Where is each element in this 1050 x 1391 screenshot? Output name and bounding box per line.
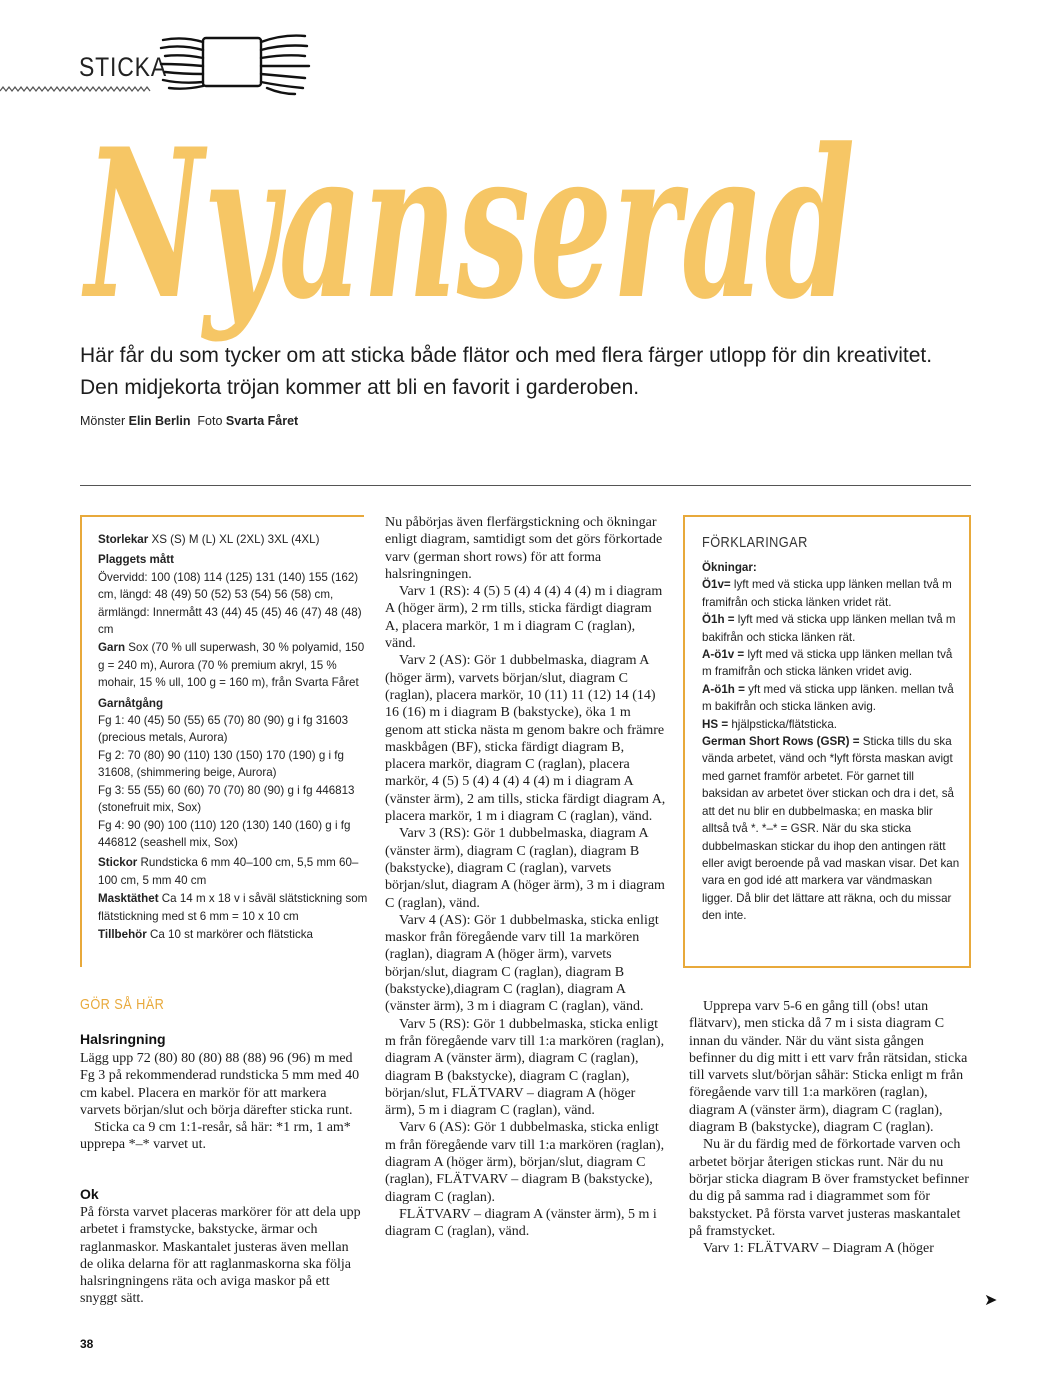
gauge-label: Masktäthet — [98, 892, 159, 906]
yarn-fg4: Fg 4: 90 (90) 100 (110) 120 (130) 140 (160) g i fg 446812 (seashell mix, Sox) — [98, 818, 351, 849]
accessories-label: Tillbehör — [98, 927, 147, 941]
col2-paragraph-0: Nu påbörjas även flerfärgstickning och ökningar enligt diagram, samtidigt som det görs förkortade varv (german short rows) för att forma halsringningen. — [385, 515, 663, 582]
instructions-heading: GÖR SÅ HÄR — [80, 996, 165, 1013]
yoke-text — [80, 1204, 365, 1308]
col2-paragraph-1: Varv 1 (RS): 4 (5) 5 (4) 4 (4) 4 (4) m i diagram A (höger ärm), 2 rm tills, sticka färdigt diagram A, placera markör, 1 m i diagram C (raglan), vänd. — [385, 584, 663, 652]
byline-photo-author: Svarta Fåret — [225, 414, 299, 428]
increases-label: Ökningar: — [702, 561, 757, 574]
o1h-text: lyft med vä sticka upp länken mellan två m bakifrån och sticka länken rät. — [702, 613, 956, 644]
accessories-text: Ca 10 st markörer och flätsticka — [149, 927, 313, 941]
yoke-heading: Ok — [80, 1186, 99, 1202]
needles-label: Stickor — [98, 856, 138, 870]
sizes-label: Storlekar — [98, 533, 149, 546]
yarn-text: Sox (70 % ull superwash, 30 % polyamid, 150 g = 240 m), Aurora (70 % premium akryl, 15 % mohair, 15 % ull, 100 g = 160 m), från Svarta Fåret — [98, 641, 365, 690]
explanations-content — [702, 559, 960, 925]
yarn-fg2: Fg 2: 70 (80) 90 (110) 130 (150) 170 (190) g i fg 31608, (shimmering beige, Aurora) — [98, 748, 344, 780]
continue-arrow-icon: ➤ — [984, 1292, 998, 1309]
main-title-text: Nyanserad — [81, 126, 856, 345]
explanations-title: FÖRKLARINGAR — [702, 534, 808, 551]
column-2 — [385, 514, 667, 1240]
byline-photo-label: Foto — [197, 414, 223, 428]
page-number: 38 — [80, 1337, 94, 1351]
neckband-paragraph-1: Lägg upp 72 (80) 80 (80) 88 (88) 96 (96) m med Fg 3 på rekommenderad rundsticka 5 mm med 40 cm kabel. Placera en markör för att markera varvets början/slut och börja därefter sticka runt. — [80, 1051, 360, 1118]
pattern-info — [98, 531, 368, 944]
col3-paragraph-2: Nu är du färdig med de förkortade varven och arbetet börjar återigen stickas runt. När du nu börjar sticka diagram B över framstycket befinner du dig på samma rad i diagrammet som för bakstycket. På första varvet justeras maskantalet på framstycket. — [689, 1137, 969, 1239]
ao1h-label: A-ö1h = — [702, 682, 745, 696]
main-title — [70, 126, 870, 376]
ao1v-label: A-ö1v = — [702, 648, 745, 662]
hs-text: hjälpsticka/flätsticka. — [731, 717, 838, 731]
column-3 — [689, 998, 971, 1257]
ao1h-text: yft med vä sticka upp länken. mellan två m bakifrån och sticka länken avig. — [702, 682, 954, 714]
divider — [80, 485, 971, 486]
yoke-paragraph-1: På första varvet placeras markörer för att dela upp arbetet i framstycke, bakstycke, ärmar och raglanmaskor. Maskantalet justeras även mellan de olika delarna för att raglanmaskorna ska följa halsringningens räta och aviga maskor på ett snyggt sätt. — [80, 1205, 361, 1307]
o1v-text: lyft med vä sticka upp länken mellan två m framifrån och sticka länken vridet rät. — [702, 578, 952, 609]
neckband-text — [80, 1050, 365, 1154]
col3-paragraph-3: Varv 1: FLÄTVARV – Diagram A (höger — [703, 1241, 934, 1257]
byline-pattern-label: Mönster — [80, 414, 126, 428]
col3-paragraph-1: Upprepa varv 5-6 en gång till (obs! utan flätvarv), men sticka då 7 m i sista diagram C innan du vänder. När du vänt sista gången befinner du dig mitt i ett varv från rätsidan, sticka till varvets slut/början såhär: Sticka enligt m från föregående varv till 1:a markören (raglan), diagram A (vänster ärm), diagram C (raglan), diagram B (bakstycke), diagram C (raglan). — [689, 999, 968, 1136]
yarn-fg3: Fg 3: 55 (55) 60 (60) 70 (70) 80 (90) g i fg 446813 (stonefruit mix, Sox) — [98, 783, 355, 815]
yarn-skein-icon — [155, 26, 315, 96]
needles-text: Rundsticka 6 mm 40–100 cm, 5,5 mm 60–100 cm, 5 mm 40 cm — [98, 856, 359, 887]
col2-paragraph-2: Varv 2 (AS): Gör 1 dubbelmaska, diagram A (höger ärm), varvets början/slut, diagram C (raglan), placera markör, 10 (11) 11 (12) 14 (14) 16 (16) m i diagram B (bakstycke), öka 1 m genom att sticka nästa m genom bakre och främre maskbågen (BF), sticka färdigt diagram B, placera markör, diagram C (raglan), placera markör, 4 (5) 5 (4) 4 (4) 4 (4) m i diagram A (vänster ärm), 2 am tills, sticka färdigt diagram A, placera markör, 1 m i diagram C (raglan), vänd. — [385, 653, 666, 825]
hs-label: HS = — [702, 717, 729, 731]
ao1v-text: lyft med vä sticka upp länken mellan två m framifrån och sticka länken vridet avig. — [702, 648, 953, 679]
sizes-value: XS (S) M (L) XL (2XL) 3XL (4XL) — [151, 533, 320, 546]
o1h-label: Ö1h = — [702, 613, 735, 627]
measure-text: Övervidd: 100 (108) 114 (125) 131 (140) 155 (162) cm, längd: 48 (49) 50 (52) 53 (54) 56 (58) cm, ärmlängd: Innermått 43 (44) 45 (45) 46 (47) 48 (48) cm — [98, 570, 362, 637]
col2-paragraph-6: Varv 6 (AS): Gör 1 dubbelmaska, sticka enligt m från föregående varv till 1:a markören (raglan), diagram A (höger ärm), början/slut, diagram C (raglan), FLÄTVARV – diagram B (bakstycke), diagram C (raglan). — [385, 1120, 665, 1205]
gauge-text: Ca 14 m x 18 v i såväl slätstickning som flätstickning med st 6 mm = 10 x 10 cm — [98, 892, 368, 923]
col2-paragraph-3: Varv 3 (RS): Gör 1 dubbelmaska, diagram A (vänster ärm), diagram C (raglan), diagram B (bakstycke), diagram C (raglan), varvets början/slut, diagram A (höger ärm), 3 m i diagram C (raglan), vänd. — [385, 826, 665, 911]
o1v-label: Ö1v= — [702, 578, 731, 592]
neckband-heading: Halsringning — [80, 1031, 166, 1047]
col2-paragraph-5: Varv 5 (RS): Gör 1 dubbelmaska, sticka enligt m från föregående varv till 1:a markören (raglan), diagram A (vänster ärm), diagram C (raglan), diagram B (bakstycke), diagram C (raglan), början/slut, FLÄTVARV – diagram A (höger ärm), 5 m i diagram C (raglan), vänd. — [385, 1016, 665, 1119]
header-zigzag-border — [0, 85, 152, 93]
neckband-paragraph-2: Sticka ca 9 cm 1:1-resår, så här: *1 rm, 1 am* upprepa *–* varvet ut. — [80, 1120, 351, 1153]
gsr-label: German Short Rows (GSR) = — [702, 735, 860, 749]
col2-paragraph-4: Varv 4 (AS): Gör 1 dubbelmaska, sticka enligt maskor från föregående varv till 1a markören (raglan), diagram A (höger ärm), varvets början/slut, diagram C (raglan), diagram B (bakstycke),diagram C (raglan), diagram A (vänster ärm), 3 m i diagram C (raglan), vänd. — [385, 912, 659, 1015]
section-label: STICKA — [79, 52, 168, 82]
yarn-label: Garn — [98, 641, 126, 655]
col2-paragraph-7: FLÄTVARV – diagram A (vänster ärm), 5 m i diagram C (raglan), vänd. — [385, 1206, 657, 1240]
consumption-label: Garnåtgång — [98, 696, 164, 710]
byline — [80, 414, 298, 428]
measure-label: Plaggets mått — [98, 553, 175, 567]
gsr-text: Sticka tills du ska vända arbetet, vänd och *lyft första maskan avigt med garnet framför arbetet. För garnet till baksidan av arbetet över stickan och dra i det, så att det nu blir en dubbelmaska; en maska blir alltså två *. *–* = GSR. När du ska sticka dubbelmaskan stickar du ihop den antingen rätt eller avigt beroende på vad maskan visar. Det kan vara en god idé att markera var vändmaskan ligger. Då blir det lättare att räkna, och du missar den inte. — [702, 735, 960, 923]
byline-pattern-author: Elin Berlin — [128, 414, 191, 428]
intro-text: Här får du som tycker om att sticka både flätor och med flera färger utlopp för din kreativitet. Den midjekorta tröjan kommer att bli en favorit i garderoben. — [80, 344, 933, 399]
yarn-fg1: Fg 1: 40 (45) 50 (55) 65 (70) 80 (90) g i fg 31603 (precious metals, Aurora) — [98, 714, 349, 745]
